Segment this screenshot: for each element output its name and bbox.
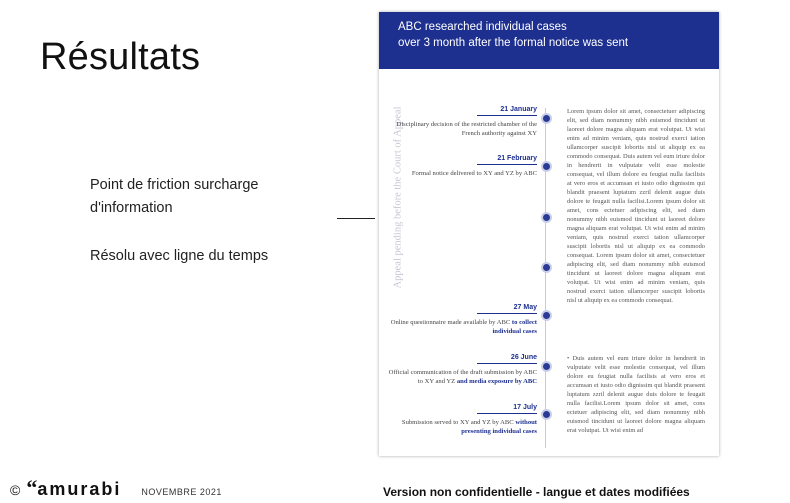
- event-date: 21 February: [497, 155, 537, 162]
- event-bold-text: without presenting individual cases: [461, 419, 537, 435]
- timeline-event: [387, 105, 537, 138]
- event-rule: [477, 164, 537, 165]
- timeline-line: [545, 108, 546, 448]
- vertical-label: Appeal pending before the Court of Appeal: [392, 106, 404, 289]
- timeline-dot: [541, 262, 552, 273]
- event-bold-text: to collect individual cases: [492, 319, 537, 335]
- footer-note: Version non confidentielle - langue et dates modifiées: [383, 485, 690, 499]
- body-paragraph: • Duis autem vel eum iriure dolor in hendrerit in vulputate velit esse molestie consequat, vel illum dolore eu feugiat nulla facilisis at vero eros et accumsan et iusto odio dignissim qui blandit praesent luptatum zzril delenit augue duis dolore te feugait nulla facilisi.Lorem ipsum dolor sit amet, cons ectetuer adipiscing elit, sed diam nonummy nibh euismod tincidunt ut laoreet dolore magna aliquam erat volutpat. Ut wisi enim ad: [567, 355, 705, 434]
- header-line-2: over 3 month after the formal notice was sent: [398, 37, 629, 49]
- event-text: Disciplinary decision of the restricted chamber of the French authority against XY: [396, 121, 537, 137]
- document-header: [379, 12, 719, 69]
- timeline-dot: [541, 310, 552, 321]
- point-resolution: Résolu avec ligne du temps: [90, 248, 269, 264]
- timeline-dot: [541, 409, 552, 420]
- connector-line: [337, 218, 375, 219]
- timeline-dot: [541, 113, 552, 124]
- body-paragraph: Lorem ipsum dolor sit amet, consectetuer adipiscing elit, sed diam nonummy nibh euismod tincidunt ut laoreet dolore magna aliquam erat volutpat. Ut wisi enim ad minim veniam, quis nostrud exerci tation ullamcorper suscipit lobortis nisl ut aliquip ex ea commodo consequat. Duis autem vel eum iriure dolor in hendrerit in vulputate velit esse molestie consequat, vel illum dolore eu feugiat nulla facilisis at vero eros et accumsan et iusto odio dignissim qui blandit praesent luptatum zzril delenit augue duis dolore te feugait nulla facilisi.Lorem ipsum dolor sit amet, cons ectetuer adipiscing elit, sed diam nonummy nibh euismod tincidunt ut laoreet dolore magna aliquam erat volutpat. Ut wisi enim ad minim veniam, quis nostrud exerci tation ullamcorper suscipit lobortis nisl ut aliquip ex ea commodo consequat. Lorem ipsum dolor sit amet, consectetuer adipiscing elit, sed diam nonummy nibh euismod tincidunt ut laoreet dolore magna aliquam erat volutpat. Ut wisi enim ad minim veniam, quis nostrud exerci tation ullamcorper suscipit lobortis nisl ut aliquip ex ea commodo consequat.: [567, 108, 705, 304]
- brand-quote: “: [26, 475, 38, 500]
- event-text: Official communication of the draft submission by ABC to XY and YZ: [388, 369, 537, 385]
- brand-logo: [26, 475, 121, 501]
- timeline-dot: [541, 361, 552, 372]
- point-friction: Point de friction surcharge d'information: [90, 177, 259, 216]
- event-text: Formal notice delivered to XY and YZ by ABC: [411, 170, 537, 177]
- event-bold-text: and media exposure by ABC: [456, 378, 537, 385]
- event-date: 27 May: [513, 304, 537, 311]
- timeline-event: [387, 303, 537, 336]
- event-rule: [477, 363, 537, 364]
- timeline-dot: [541, 161, 552, 172]
- header-line-1: ABC researched individual cases: [398, 21, 567, 33]
- document-preview: [379, 12, 719, 456]
- event-text: Online questionnaire made available by ABC: [390, 319, 511, 326]
- brand-name: amurabi: [37, 479, 122, 499]
- event-text: Submission served to XY and YZ by ABC: [401, 419, 514, 426]
- timeline-dot: [541, 212, 552, 223]
- event-rule: [477, 115, 537, 116]
- event-date: 21 January: [500, 106, 537, 113]
- slide-title: Résultats: [40, 36, 201, 78]
- event-rule: [477, 313, 537, 314]
- copyright-symbol: ©: [10, 482, 21, 498]
- timeline-event: [387, 353, 537, 386]
- event-date: 17 July: [513, 404, 537, 411]
- timeline-event: [387, 154, 537, 178]
- event-rule: [477, 413, 537, 414]
- event-date: 26 June: [510, 354, 537, 361]
- footer-brand: [10, 475, 222, 501]
- footer-date: NOVEMBRE 2021: [141, 487, 222, 497]
- timeline-event: [387, 403, 537, 436]
